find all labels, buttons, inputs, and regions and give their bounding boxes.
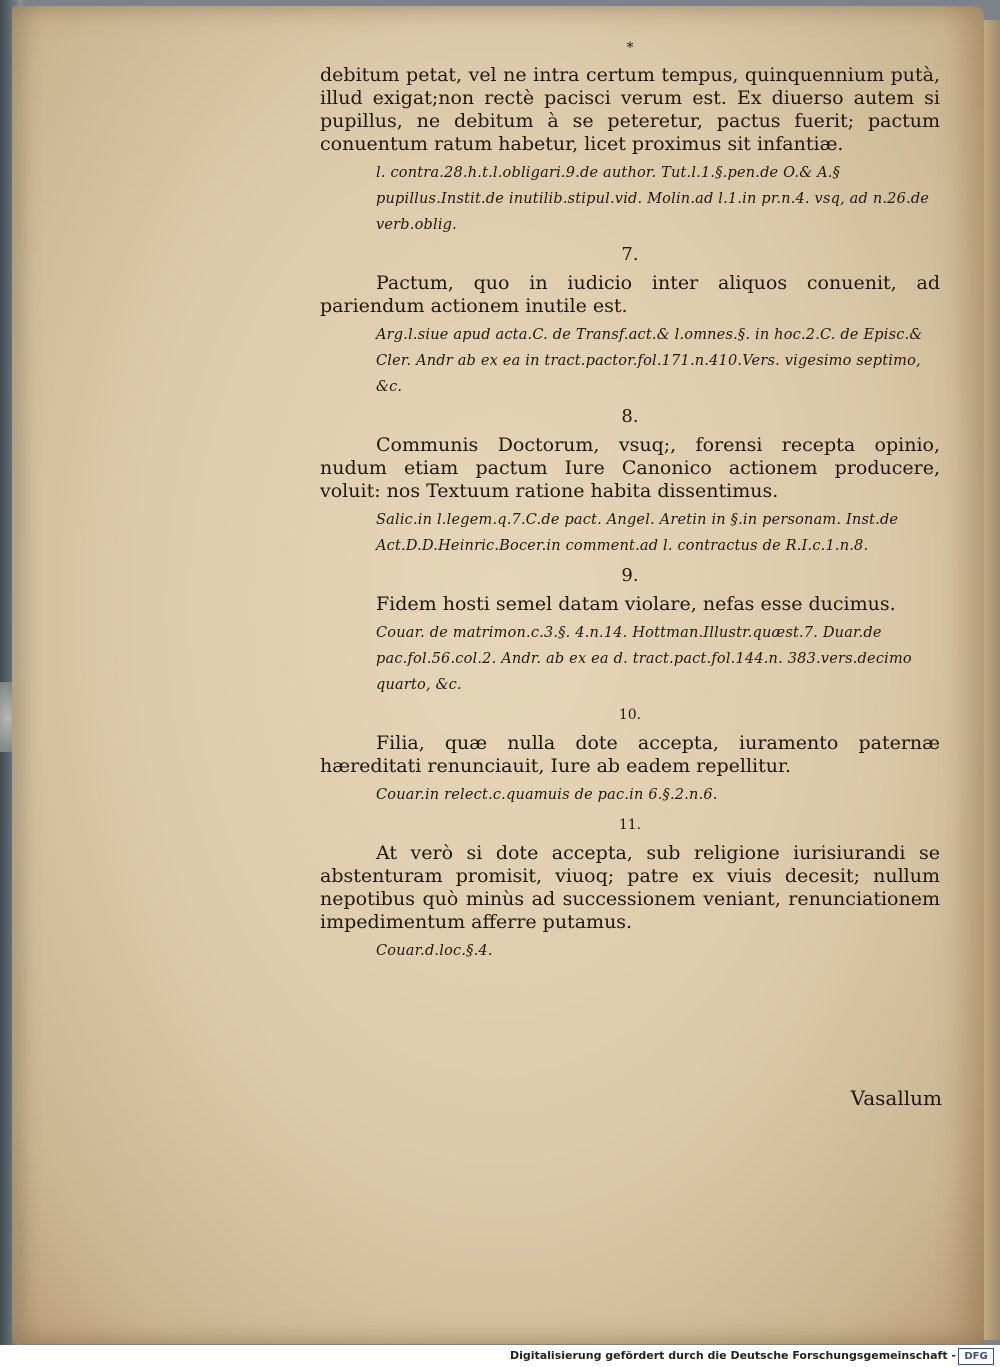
section-text: debitum petat, vel ne intra certum tempus, quinquennium putà, illud exigat;non rectè pacisci verum est. Ex diuerso autem si pupillus, ne debitum à se peteretur, pactus fuerit; pactum conuentum ratum habetur, licet proximus sit infantiæ. [320, 64, 940, 155]
section-number: 8. [621, 406, 639, 427]
footer-bar [0, 1345, 1000, 1367]
page-stack-edge [982, 20, 1000, 1340]
section-citation: Couar.in relect.c.quamuis de pac.in 6.§.2.n.6. [376, 787, 718, 803]
section-citation: Couar. de matrimon.c.3.§. 4.n.14. Hottman.Illustr.quæst.7. Duar.de pac.fol.56.col.2. Andr. ab ex ea d. tract.pact.fol.144.n. 383.vers.decimo quarto, &c. [376, 625, 912, 693]
section-number: 9. [621, 565, 639, 586]
section-number: 10. [618, 707, 642, 723]
header-mark: * [626, 40, 634, 56]
section-citation: l. contra.28.h.t.l.obligari.9.de author. Tut.l.1.§.pen.de O.& A.§ pupillus.Instit.de inutilib.stipul.vid. Molin.ad l.1.in pr.n.4. vsq, ad n.26.de verb.oblig. [376, 165, 930, 233]
dfg-logo-icon: DFG [958, 1348, 994, 1365]
section-text: Fidem hosti semel datam violare, nefas esse ducimus. [376, 593, 896, 615]
section-citation: Arg.l.siue apud acta.C. de Transf.act.& l.omnes.§. in hoc.2.C. de Episc.& Cler. Andr ab ex ea in tract.pactor.fol.171.n.410.Vers. vigesimo septimo, &c. [376, 327, 923, 395]
footer-credit: Digitalisierung gefördert durch die Deutsche Forschungsgemeinschaft - [509, 1349, 956, 1362]
section-citation: Salic.in l.legem.q.7.C.de pact. Angel. Aretin in §.in personam. Inst.de Act.D.D.Heinric.Bocer.in comment.ad l. contractus de R.I.c.1.n.8. [376, 512, 899, 554]
section-text: Pactum, quo in iudicio inter aliquos conuenit, ad pariendum actionem inutile est. [320, 272, 940, 317]
page-text [320, 40, 940, 964]
section-text: At verò si dote accepta, sub religione iurisiurandi se abstenturam promisit, viuoq; patre ex viuis decesit; nullum nepotibus quò minùs ad successionem veniant, renunciationem impedimentum afferre putamus. [320, 842, 940, 933]
section-citation: Couar.d.loc.§.4. [376, 943, 493, 959]
section-number: 11. [618, 817, 642, 833]
section-text: Filia, quæ nulla dote accepta, iuramento paternæ hæreditati renunciauit, Iure ab eadem repellitur. [320, 732, 940, 777]
section-text: Communis Doctorum, vsuq;, forensi recepta opinio, nudum etiam pactum Iure Canonico actionem producere, voluit: nos Textuum ratione habita dissentimus. [320, 434, 940, 502]
section-number: 7. [621, 244, 639, 265]
catchword: Vasallum [850, 1086, 942, 1110]
